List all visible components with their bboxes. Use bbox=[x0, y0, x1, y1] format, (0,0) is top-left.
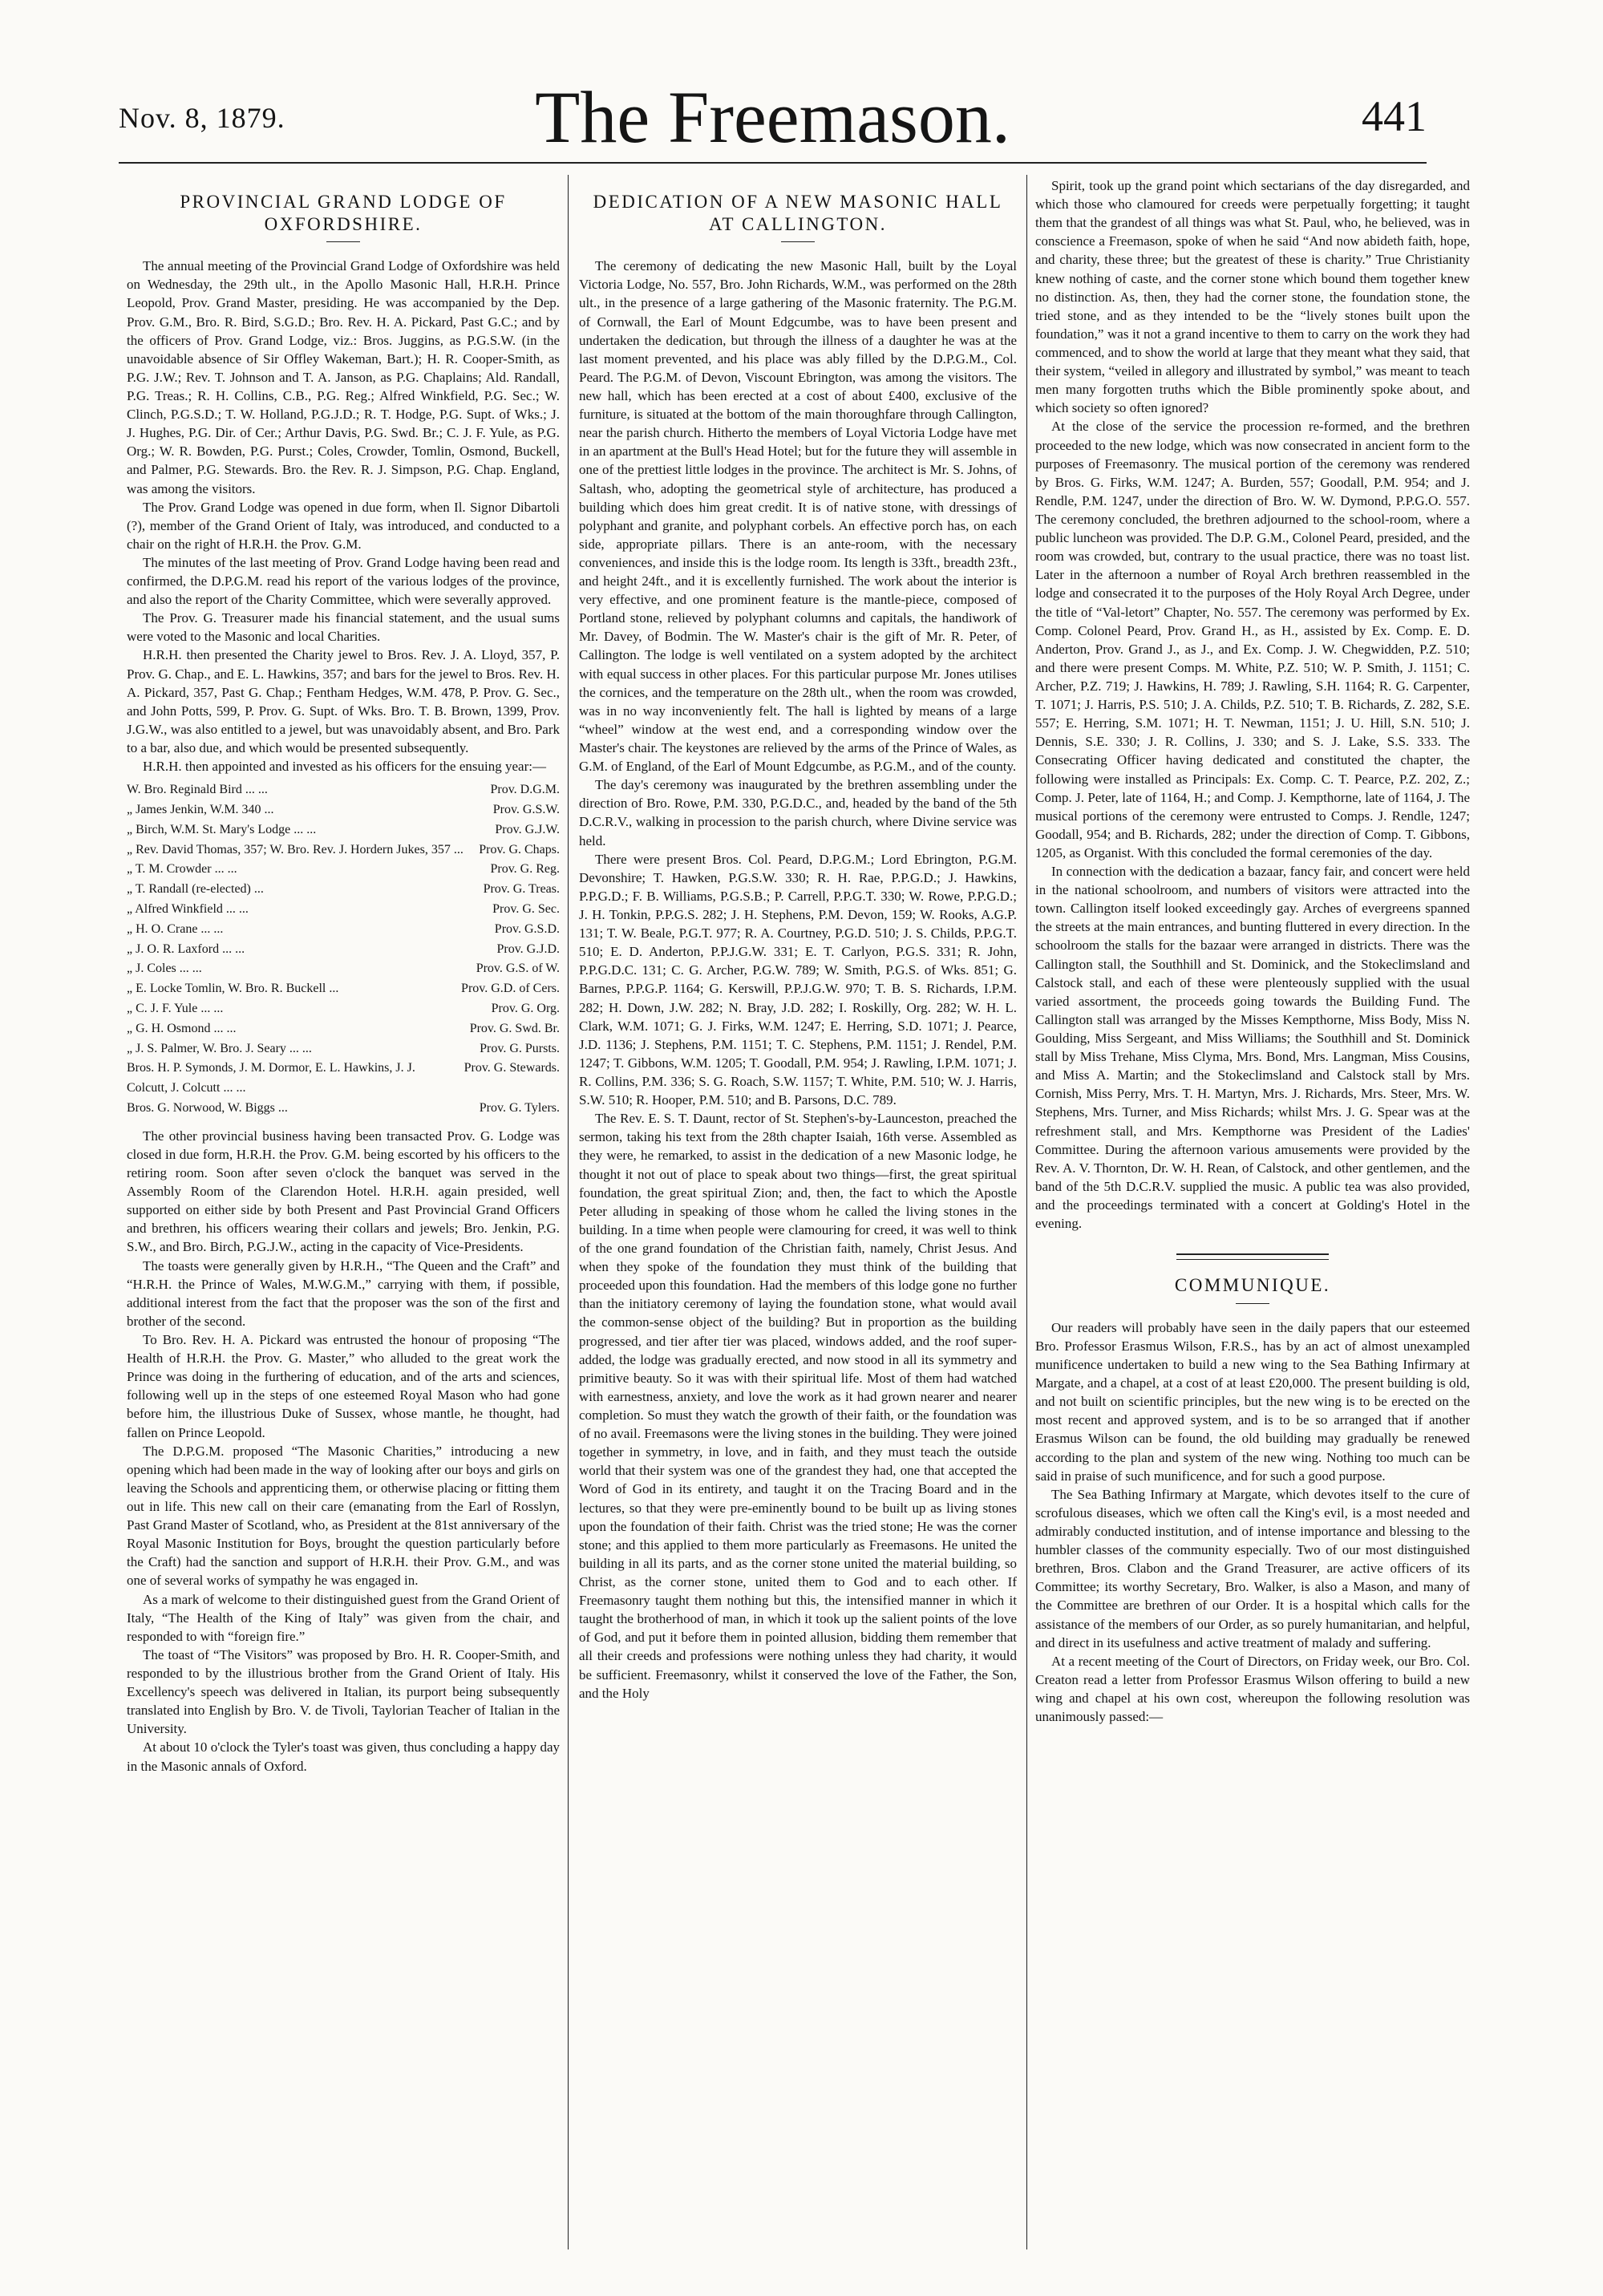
officer-name: „ G. H. Osmond ... ... bbox=[127, 1021, 237, 1035]
officer-name: „ J. S. Palmer, W. Bro. J. Seary ... ... bbox=[127, 1041, 312, 1055]
officer-office: Prov. G. Stewards. bbox=[463, 1061, 560, 1075]
heading-divider bbox=[326, 241, 360, 242]
masthead bbox=[119, 74, 1427, 164]
section-divider bbox=[1176, 1253, 1329, 1260]
officer-office: Prov. G.J.W. bbox=[495, 822, 560, 836]
officer-entry bbox=[127, 880, 560, 900]
officer-name: „ Birch, W.M. St. Mary's Lodge ... ... bbox=[127, 822, 317, 836]
officer-office: Prov. G. Sec. bbox=[492, 902, 560, 917]
article-paragraph: At a recent meeting of the Court of Directors, on Friday week, our Bro. Col. Creaton read a letter from Professor Erasmus Wilson offering to build a new wing and chapel at his own cost, whereupon the following resolution was unanimously passed:— bbox=[1035, 1653, 1470, 1725]
officer-office: Prov. G.S.W. bbox=[492, 803, 560, 817]
article-paragraph: Our readers will probably have seen in the daily papers that our esteemed Bro. Professor Erasmus Wilson, F.R.S., has by an act of almost unexampled munificence undertaken to build a new wing to the Sea Bathing Infirmary at Margate, and a chapel, at a cost of at least £20,000. The present building is old, and not built on scientific principles, but the new wing is to be erected on the most recent and approved system, and is to be so arranged that if another Erasmus Wilson can be found, the old building may gradually be renewed according to the plan and system of the new wing. Nothing too much can be said in praise of such munificence, and for such a good purpose. bbox=[1035, 1319, 1470, 1484]
article-paragraph: There were present Bros. Col. Peard, D.P.G.M.; Lord Ebrington, P.G.M. Devonshire; T. Hawken, P.G.S.W. 330; R. H. Rae, P.P.G.D.; J. Hawkins, P.P.G.D.; F. B. Williams, P.G.S.B.; P. Carrell, P.P.G.T. 330; W. Rowe, P.P.G.D.; J. H. Tonkin, P.P.G.S. 282; J. H. Stephens, P.M. Devon, 159; W. Rooks, A.G.P. 131; T. W. Beale, P.G.T. 977; R. A. Courtney, P.G.D. 510; J. S. Childs, P.P.G.T. 510; E. D. Anderton, P.P.J.G.W. 331; E. T. Carlyon, P.G.S. 331; R. John, P.P.G.D.C. 131; C. G. Archer, P.G.W. 789; W. Smith, P.G.S. of Wks. 851; G. Barnes, P.P.G.P. 1164; G. Kerswill, P.P.J.G.W. 970; T. B. S. Richards, I.P.M. 282; H. Down, J.W. 282; N. Bray, J.D. 282; I. Roskilly, Org. 282; W. H. L. Clark, W.M. 1071; G. J. Firks, W.M. 1247; E. Herring, S.D. 1071; J. Pearce, J.D. 1136; J. Stephens, P.M. 1151; T. C. Stephens, P.M. 1151; J. Rendel, P.M. 1247; T. Gibbons, W.M. 1205; T. Goodall, P.M. 954; J. Rawling, I.P.M. 1071; J. R. Collins, P.M. 336; S. G. Roach, S.W. 1157; T. White, P.M. 510; W. J. Harris, S.W. 510; R. Hooper, P.M. 510; and B. Parsons, D.C. 789. bbox=[579, 851, 1017, 1108]
article-paragraph: As a mark of welcome to their distinguished guest from the Grand Orient of Italy, “The Health of the King of Italy” was given from the chair, and responded to with “foreign fire.” bbox=[127, 1591, 560, 1644]
article-heading: DEDICATION OF A NEW MASONIC HALL AT CALLINGTON. bbox=[593, 192, 1003, 234]
officer-name: „ T. M. Crowder ... ... bbox=[127, 862, 237, 877]
officer-entry bbox=[127, 1039, 560, 1059]
article-paragraph: At about 10 o'clock the Tyler's toast was given, thus concluding a happy day in the Masonic annals of Oxford. bbox=[127, 1739, 560, 1774]
officer-name: „ T. Randall (re-elected) ... bbox=[127, 882, 264, 897]
article-heading: PROVINCIAL GRAND LODGE OF OXFORDSHIRE. bbox=[180, 192, 507, 234]
article-paragraph: The Sea Bathing Infirmary at Margate, which devotes itself to the cure of scrofulous diseases, which we often call the King's evil, is a most needed and admirably conducted institution, and of intense importance and blessing to the humbler classes of the community especially. Two of our most distinguished brethren, Bros. Clabon and the Grand Treasurer, are active officers of its Committee; its worthy Secretary, Bro. Walker, is also a Mason, and many of the Committee are brethren of our Order. It is a hospital which calls for the assistance of the members of our Order, as so purely humanitarian, and helpful, and direct in its usefulness and active treatment of malady and suffering. bbox=[1035, 1486, 1470, 1650]
column-rule bbox=[1026, 175, 1027, 2249]
officer-entry bbox=[127, 1099, 560, 1119]
officer-office: Prov. G. Tylers. bbox=[479, 1101, 560, 1115]
officer-entry bbox=[127, 860, 560, 880]
officer-name: „ Rev. David Thomas, 357; W. Bro. Rev. J. Hordern Jukes, 357 ... bbox=[127, 842, 463, 856]
officer-entry bbox=[127, 920, 560, 940]
article-paragraph: At the close of the service the procession re-formed, and the brethren proceeded to the new lodge, which was now consecrated in ancient form to the purposes of Freemasonry. The musical portion of the ceremony was rendered by Bros. G. Firks, W.M. 1247; A. Burden, 557; Goodall, P.M. 954; and J. Rendle, P.M. 1247, under the direction of Bro. W. W. Dymond, P.P.G.O. 557. The ceremony concluded, the brethren adjourned to the school-room, where a public luncheon was provided. The D.P. G.M., Colonel Peard, presided, and the room was crowded, but, contrary to the usual practice, there was no toast list. Later in the afternoon a number of Royal Arch brethren reassembled in the lodge and consecrated it to the purposes of the Holy Royal Arch Degree, under the title of “Val-letort” Chapter, No. 557. The ceremony was performed by Ex. Comp. Colonel Peard, Prov. Grand H., as H., assisted by Ex. Comp. E. D. Anderton, Prov. Grand J., as J., and Ex. Comp. J. W. Chegwidden, P.Z. 510; and there were present Comps. M. White, P.Z. 510; W. P. Smith, J. 1151; C. Archer, P.Z. 719; J. Hawkins, H. 789; J. Rawling, S.H. 1164; R. G. Carpenter, T. 1071; J. Harris, P.S. 510; J. A. Childs, P.Z. 510; T. B. Richards, Z. 282, S.E. 557; E. Herring, S.M. 1071; H. T. Newman, 1151; J. U. Hill, S.N. 510; J. Dennis, S.E. 330; J. R. Collins, J. 330; and S. J. Lake, S.S. 333. The Consecrating Officer having dedicated and constituted the chapter, the following were installed as Principals: Ex. Comp. C. T. Pearce, P.Z. 202, Z.; Comp. J. Peter, late of 1164, H.; and Comp. J. Kempthorne, late of 1164, J. The musical portions of the ceremony were entrusted to Comps. J. Rendle, 1247; Goodall, 954; and B. Richards, 282; under the direction of Comp. T. Gibbons, 1205, as Organist. With this concluded the formal ceremonies of the day. bbox=[1035, 419, 1470, 860]
officer-entry bbox=[127, 940, 560, 960]
officer-entry bbox=[127, 900, 560, 920]
officer-name: „ J. Coles ... ... bbox=[127, 962, 202, 976]
article-paragraph: The minutes of the last meeting of Prov. Grand Lodge having been read and confirmed, the D.P.G.M. read his report of the various lodges of the province, and also the report of the Charity Committee, which were severally approved. bbox=[127, 554, 560, 608]
officer-entry bbox=[127, 780, 560, 800]
column-3 bbox=[1035, 176, 1470, 2249]
officer-office: Prov. G. Reg. bbox=[490, 862, 560, 877]
article-paragraph: The ceremony of dedicating the new Masonic Hall, built by the Loyal Victoria Lodge, No. 557, Bro. John Richards, W.M., was performed on the 28th ult., in the presence of a large gathering of the Masonic fraternity. The P.G.M. of Cornwall, the Earl of Mount Edgcumbe, was to have been present and undertaken the dedication, but through the illness of a daughter he was at the last moment prevented, and his place was ably filled by the D.P.G.M., Col. Peard. The P.G.M. of Devon, Viscount Ebrington, was among the visitors. The new hall, which has been erected at a cost of about £400, exclusive of the furniture, is situated at the bottom of the main thoroughfare through Callington, near the parish church. Hitherto the members of Loyal Victoria Lodge have met in an apartment at the Bull's Head Hotel; but for the future they will assemble in one of the prettiest little lodges in the province. The architect is Mr. S. Johns, of Saltash, who, adopting the geometrical style of architecture, has produced a building which does him great credit. It is of native stone, with dressings of polyphant and granite, and polyphant corbels. An effective porch has, on each side, appropriate pillars. There is an ante-room, with the necessary conveniences, and inside this is the lodge room. Its length is 33ft., breadth 23ft., and height 24ft., and it is excellently furnished. The work about the interior is very effective, and one prominent feature is the mantle-piece, composed of Portland stone, relieved by polyphant columns and capitals, the handiwork of Mr. Davey, of Bodmin. The W. Master's chair is the gift of Mr. R. Peter, of Callington. The lodge is well ventilated on a system adopted by the architect with equal success in other places. For this particular purpose Mr. Jones utilises the cornices, and the temperature on the 28th ult., when the room was crowded, was in no way inconveniently felt. The hall is lighted by means of a large “wheel” window at the west end, and a corresponding window over the Master's chair. The keystones are relieved by the arms of the Prince of Wales, as G.M. of England, of the Earl of Mount Edgcumbe, as P.G.M., and of the county. bbox=[579, 258, 1017, 775]
officer-name: „ H. O. Crane ... ... bbox=[127, 921, 224, 936]
heading-divider bbox=[1236, 1303, 1269, 1304]
officer-name: Bros. H. P. Symonds, J. M. Dormor, E. L. Hawkins, J. J. Colcutt, J. Colcutt ... ... bbox=[127, 1061, 415, 1095]
officer-name: Bros. G. Norwood, W. Biggs ... bbox=[127, 1101, 288, 1115]
officer-entry bbox=[127, 820, 560, 840]
officer-office: Prov. G.D. of Cers. bbox=[461, 982, 560, 996]
officer-office: Prov. G. Pursts. bbox=[480, 1041, 560, 1055]
officer-entry bbox=[127, 999, 560, 1019]
officer-office: Prov. G.S. of W. bbox=[476, 962, 560, 976]
officers-list bbox=[127, 780, 560, 1119]
article-paragraph: The toast of “The Visitors” was proposed by Bro. H. R. Cooper-Smith, and responded to by the illustrious brother from the Grand Orient of Italy. His Excellency's speech was delivered in Italian, its purport being subsequently translated into English by Bro. V. de Tivoli, Taylorian Teacher of Italian in the University. bbox=[127, 1646, 560, 1737]
issue-date: Nov. 8, 1879. bbox=[119, 102, 285, 134]
article-paragraph: The Prov. Grand Lodge was opened in due form, when Il. Signor Dibartoli (?), member of the Grand Orient of Italy, was introduced, and conducted to a chair on the right of H.R.H. the Prov. G.M. bbox=[127, 499, 560, 552]
article-paragraph: H.R.H. then appointed and invested as his officers for the ensuing year:— bbox=[143, 759, 546, 775]
article-paragraph: To Bro. Rev. H. A. Pickard was entrusted the honour of proposing “The Health of H.R.H. the Prov. G. Master,” who alluded to the great work the Prince was doing in the furthering of education, and of the arts and sciences, following well up in the steps of one esteemed Royal Mason who had gone before him, the illustrious Duke of Sussex, whose mantle, he thought, had fallen on Prince Leopold. bbox=[127, 1332, 560, 1440]
article-paragraph: In connection with the dedication a bazaar, fancy fair, and concert were held in the national schoolroom, and numbers of visitors were attracted into the town. Callington itself looked exceedingly gay. Arches of evergreens spanned the streets at the main entrances, and bunting fluttered in every direction. In the schoolroom the stalls for the bazaar were arranged in districts. There was the Callington stall, the Southhill and St. Dominick, and the Stokeclimsland and Calstock stall, and each of these were plenteously supplied with the usual varied assortment, the proceeds going towards the Building Fund. The Callington stall was arranged by the Misses Kempthorne, Miss Body, Miss N. Goulding, Miss Sergeant, and Miss Williams; the Southhill and St. Dominick stall by Miss Trehane, Miss Clyma, Mrs. Bond, Mrs. Langman, Miss Cousins, and Miss A. Martin; and the Stokeclimsland and Calstock stall by Mrs. Cornish, Miss Perry, Mrs. T. H. Martyn, Mrs. J. Richards, Mrs. Steer, Mrs. W. Stephens, Mrs. Turner, and Miss Richards; whilst Mrs. J. G. Spear was at the refreshment stall, and Mrs. Kempthorne was President of the Ladies' Committee. During the afternoon various amusements were provided by the Rev. A. V. Thornton, Dr. W. H. Rean, of Calstock, and other gentlemen, and the band of the 5th D.C.R.V. supplied the music. A public tea was also provided, and the proceedings terminated with a concert at Golding's Hotel in the evening. bbox=[1035, 864, 1470, 1232]
column-1 bbox=[127, 176, 560, 2249]
article-paragraph: Spirit, took up the grand point which sectarians of the day disregarded, and which those who clamoured for creeds were perpetually forgetting; it taught them that the grandest of all things was what St. Paul, who, he believed, was in conscience a Freemason, spoke of when he said “And now abideth faith, hope, and charity, these three; but the greatest of these is charity.” True Christianity knew nothing of caste, and the corner stone which bound them together knew no distinction. As, then, they had the corner stone, the foundation stone, the tried stone, and as they intended to be the “lively stones built upon the foundation,” was it not a grand incentive to them to carry on the work they had commenced, and to show the world at large that they meant what they said, that their system, “veiled in allegory and illustrated by symbol,” was meant to teach men many forgotten truths which the Bible prominently spoke about, and which society so often ignored? bbox=[1035, 178, 1470, 416]
officer-name: „ E. Locke Tomlin, W. Bro. R. Buckell ... bbox=[127, 982, 339, 996]
column-2 bbox=[579, 176, 1017, 2249]
officer-name: „ James Jenkin, W.M. 340 ... bbox=[127, 803, 274, 817]
article-paragraph: The Rev. E. S. T. Daunt, rector of St. Stephen's-by-Launceston, preached the sermon, taking his text from the 28th chapter Isaiah, 16th verse. Assembled as they were, he remarked, to assist in the dedication of a new Masonic lodge, he thought it not out of place to speak about two things—first, the great spiritual foundation, the great spiritual Zion; and, then, the fact to which the Apostle Peter alluding in speaking of those whom he called the living stones in the building. In a time when people were clamouring for creed, it was well to think of the one grand foundation of the Christian faith, namely, Christ Jesus. And when they spoke of the foundation they must think of the building that proceeded upon this foundation. Had the members of this lodge gone no further than the initiatory ceremony of laying the foundation stone, what would avail the common-sense object of the building? But in proportion as the building progressed, and tier after tier was placed, windows added, and the roof super-added, the lodge was gradually erected, and now stood in all its symmetry and primitive beauty. So it was with their spiritual life. Most of them had watched with earnestness, anxiety, and love the work as it had grown nearer and nearer completion. So must they watch the growth of their faith, or the foundation was of no avail. Freemasons were the living stones in the building. They were joined together in symmetry, in love, and in faith, and they must teach the outside world that their system was one of the grandest they had, one that accepted the Word of God in its entirety, and taught it on the Tracing Board and in the lectures, so that they were pre-eminently bound to be built up as living stones upon the foundation of their faith. Christ was the tried stone; He was the corner stone; and this applied to them more particularly as Freemasons. He united the building in all its parts, and as the corner stone united the material building, so Christ, as the corner stone, united them to God and to each other. If Freemasonry taught them nothing but this, the intensified manner in which it taught the brotherhood of man, in which it took up the salient points of the love of God, and put it before them in pointed allusion, bidding them remember that all their creeds and professions were nothing unless they had charity, it would be sufficient. Freemasonry, whilst it conserved the love of the Father, the Son, and the Holy bbox=[579, 1111, 1017, 1701]
officer-office: Prov. G.J.D. bbox=[496, 941, 560, 956]
article-paragraph: H.R.H. then presented the Charity jewel to Bros. Rev. J. A. Lloyd, 357, P. Prov. G. Chap., and E. L. Hawkins, 357; and bars for the jewel to Bros. Rev. H. A. Pickard, 357, Past G. Chap.; Fentham Hedges, W.M. 478, P. Prov. G. Sec., and John Potts, 599, P. Prov. G. Supt. of Wks. Bro. T. B. Brown, 1399, Prov. J.G.W., was also entitled to a jewel, but was unavoidably absent, and Bro. Park to a bar, also due, and which would be presented subsequently. bbox=[127, 647, 560, 756]
column-rule bbox=[568, 175, 569, 2249]
officer-office: Prov. D.G.M. bbox=[490, 783, 560, 797]
officer-name: W. Bro. Reginald Bird ... ... bbox=[127, 783, 268, 797]
article-heading: COMMUNIQUE. bbox=[1174, 1275, 1331, 1296]
officer-name: „ C. J. F. Yule ... ... bbox=[127, 1002, 224, 1016]
officer-entry bbox=[127, 979, 560, 999]
page-number: 441 bbox=[1362, 92, 1427, 140]
article-paragraph: The day's ceremony was inaugurated by the brethren assembling under the direction of Bro. Rowe, P.M. 330, P.G.D.C., and, headed by the band of the 5th D.C.R.V., walking in procession to the parish church, where Divine service was held. bbox=[579, 777, 1017, 848]
newspaper-title: The Freemason. bbox=[535, 76, 1010, 158]
article-paragraph: The D.P.G.M. proposed “The Masonic Charities,” introducing a new opening which had been made in the way of looking after our boys and girls on leaving the Schools and apprenticing them, or otherwise placing or fitting them out in life. This new call on their care (emanating from the Earl of Rosslyn, Past Grand Master of Scotland, who, as President at the 81st anniversary of the Royal Masonic Institution for Boys, brought the question particularly before the Craft) had the sanction and support of H.R.H. their Prov. G.M., and was one of several works of sympathy he was engaged in. bbox=[127, 1443, 560, 1589]
officer-entry bbox=[127, 1019, 560, 1039]
article-paragraph: The other provincial business having been transacted Prov. G. Lodge was closed in due form, H.R.H. the Prov. G.M. being escorted by his officers to the retiring room. Soon after seven o'clock the banquet was served in the Assembly Room of the Clarendon Hotel. H.R.H. again presided, well supported on either side by both Present and Past Provincial Grand Officers and brethren, his officers wearing their collars and jewels; Bro. Jenkin, P.G. S.W., and Bro. Birch, P.G.J.W., acting in the capacity of Vice-Presidents. bbox=[127, 1128, 560, 1255]
officer-entry bbox=[127, 840, 560, 860]
officer-name: „ Alfred Winkfield ... ... bbox=[127, 902, 249, 917]
officer-name: „ J. O. R. Laxford ... ... bbox=[127, 941, 245, 956]
officer-entry bbox=[127, 1059, 560, 1099]
officer-office: Prov. G. Treas. bbox=[483, 882, 560, 897]
officer-office: Prov. G. Swd. Br. bbox=[469, 1021, 560, 1035]
article-paragraph: The Prov. G. Treasurer made his financial statement, and the usual sums were voted to the Masonic and local Charities. bbox=[127, 610, 560, 645]
officer-office: Prov. G. Org. bbox=[491, 1002, 560, 1016]
heading-divider bbox=[781, 241, 815, 242]
officer-office: Prov. G.S.D. bbox=[494, 921, 560, 936]
article-paragraph: The toasts were generally given by H.R.H., “The Queen and the Craft” and “H.R.H. the Prince of Wales, M.W.G.M.,” carrying with them, if possible, additional interest from the fact that the proposer was the son of the first and brother of the second. bbox=[127, 1257, 560, 1329]
officer-entry bbox=[127, 800, 560, 820]
officer-office: Prov. G. Chaps. bbox=[479, 842, 560, 856]
article-paragraph: The annual meeting of the Provincial Grand Lodge of Oxfordshire was held on Wednesday, the 29th ult., in the Apollo Masonic Hall, H.R.H. Prince Leopold, Prov. Grand Master, presiding. He was accompanied by the Dep. Prov. G.M., Bro. R. Bird, S.G.D.; Bro. Rev. H. A. Pickard, Past G.C.; and by the officers of Prov. Grand Lodge, viz.: Bros. Juggins, as P.G.S.W. (in the unavoidable absence of Sir Offley Wakeman, Bart.); H. R. Cooper-Smith, as P.G. J.W.; Rev. T. Johnson and T. A. Janson, as P.G. Chaplains; Ald. Randall, P.G. Treas.; R. H. Collins, C.B., P.G. Reg.; Alfred Winkfield, P.G. Sec.; W. Clinch, P.G.S.D.; T. W. Holland, P.G.J.D.; R. T. Hodge, P.G. Supt. of Wks.; J. J. Hughes, P.G. Dir. of Cer.; Arthur Davis, P.G. Swd. Br.; C. J. F. Yule, as P.G. Org.; W. R. Bowden, P.G. Purst.; Coles, Crowder, Tomlin, Osmond, Buckell, and Palmer, P.G. Stewards. Bro. the Rev. R. J. Simpson, P.G. Chap. England, was among the visitors. bbox=[127, 258, 560, 496]
officer-entry bbox=[127, 959, 560, 979]
